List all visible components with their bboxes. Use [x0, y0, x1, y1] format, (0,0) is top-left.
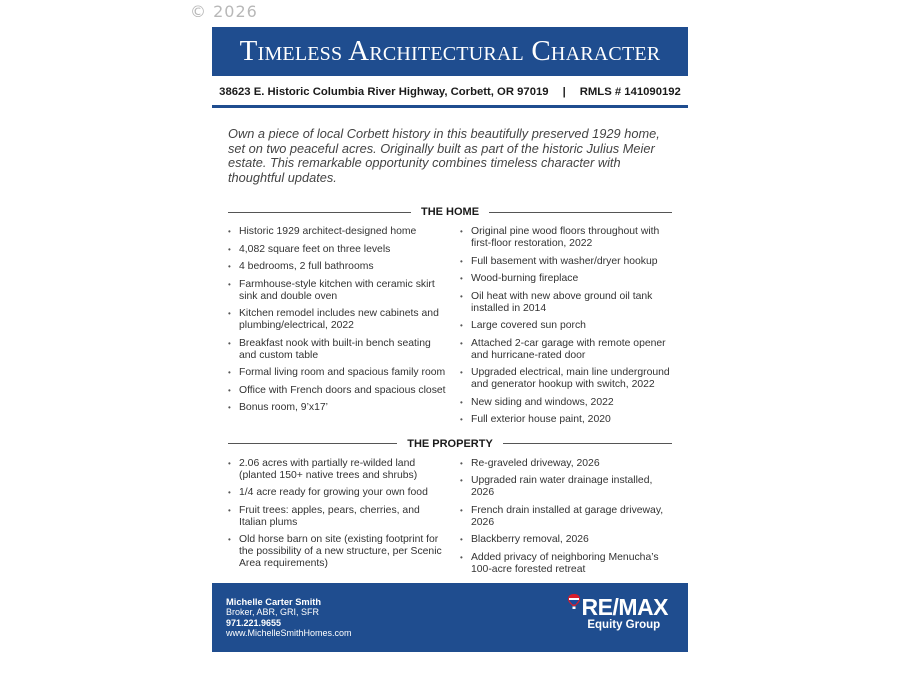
- remax-logo: [568, 596, 668, 632]
- rmls-number: RMLS # 141090192: [579, 86, 681, 98]
- divider: [228, 443, 397, 444]
- feature-item: • 1/4 acre ready for growing your own food: [228, 487, 450, 499]
- feature-item: • Re-graveled driveway, 2026: [460, 458, 672, 470]
- agent-info: [226, 597, 352, 638]
- feature-item: • Breakfast nook with built-in bench seating and custom table: [228, 338, 450, 362]
- feature-item: • French drain installed at garage driveway, 2026: [460, 505, 672, 529]
- feature-item: • Wood-burning fireplace: [460, 273, 672, 285]
- divider: [489, 212, 672, 213]
- address-rule: [212, 105, 688, 108]
- property-address: 38623 E. Historic Columbia River Highway, Corbett, OR 97019: [219, 86, 549, 98]
- remax-brand: [568, 596, 668, 618]
- agent-phone: 971.221.9655: [226, 617, 282, 628]
- home-features-left: [228, 226, 450, 432]
- hot-air-balloon-icon: [568, 594, 580, 610]
- feature-item: • Full exterior house paint, 2020: [460, 414, 672, 426]
- remax-wordmark: RE/MAX: [581, 594, 668, 620]
- feature-item: • Historic 1929 architect-designed home: [228, 226, 450, 238]
- property-features-left: [228, 458, 450, 582]
- copyright-notice: © 2026: [190, 2, 258, 21]
- feature-item: • Oil heat with new above ground oil tank installed in 2014: [460, 291, 672, 315]
- divider: [228, 212, 411, 213]
- feature-item: • Old horse barn on site (existing footprint for the possibility of a new structure, per Scenic Area requirements): [228, 534, 450, 570]
- home-features-right: [450, 226, 672, 432]
- feature-item: • Upgraded rain water drainage installed, 2026: [460, 475, 672, 499]
- feature-item: • Kitchen remodel includes new cabinets and plumbing/electrical, 2022: [228, 308, 450, 332]
- property-section-heading: [228, 438, 672, 450]
- property-features: [228, 458, 672, 582]
- feature-item: • Fruit trees: apples, pears, cherries, and Italian plums: [228, 505, 450, 529]
- feature-item: • Bonus room, 9’x17’: [228, 402, 450, 414]
- feature-item: • 4,082 square feet on three levels: [228, 244, 450, 256]
- flyer-sheet: [212, 27, 688, 581]
- agent-footer: [212, 583, 688, 652]
- remax-office: Equity Group: [587, 619, 661, 631]
- property-features-right: [450, 458, 672, 582]
- feature-item: • Full basement with washer/dryer hookup: [460, 256, 672, 268]
- divider: [503, 443, 672, 444]
- feature-item: • New siding and windows, 2022: [460, 397, 672, 409]
- feature-item: • 4 bedrooms, 2 full bathrooms: [228, 261, 450, 273]
- feature-item: • Attached 2-car garage with remote opener and hurricane-rated door: [460, 338, 672, 362]
- intro-paragraph: Own a piece of local Corbett history in this beautifully preserved 1929 home, set on two peaceful acres. Originally built as part of the historic Julius Meier estate. This remarkable opportunity combines timeless character with thoughtful updates.: [228, 126, 660, 185]
- home-features: [228, 226, 672, 432]
- feature-item: • Farmhouse-style kitchen with ceramic skirt sink and double oven: [228, 279, 450, 303]
- agent-credentials: Broker, ABR, GRI, SFR: [226, 607, 320, 618]
- feature-item: • Formal living room and spacious family room: [228, 367, 450, 379]
- feature-item: • Upgraded electrical, main line underground and generator hookup with switch, 2022: [460, 367, 672, 391]
- property-heading-label: THE PROPERTY: [407, 437, 493, 450]
- feature-item: • Blackberry removal, 2026: [460, 534, 672, 546]
- feature-item: • 2.06 acres with partially re-wilded land (planted 150+ native trees and shrubs): [228, 458, 450, 482]
- home-section-heading: [228, 206, 672, 218]
- flyer-title: Timeless Architectural Character: [212, 27, 688, 76]
- address-separator: |: [562, 86, 566, 98]
- home-heading-label: THE HOME: [420, 206, 480, 218]
- feature-item: • Large covered sun porch: [460, 320, 672, 332]
- agent-website: www.MichelleSmithHomes.com: [226, 627, 352, 638]
- address-row: [212, 83, 688, 101]
- feature-item: • Office with French doors and spacious closet: [228, 385, 450, 397]
- feature-item: • Original pine wood floors throughout with first-floor restoration, 2022: [460, 226, 672, 250]
- agent-name: Michelle Carter Smith: [226, 597, 322, 607]
- feature-item: • Added privacy of neighboring Menucha’s 100-acre forested retreat: [460, 552, 672, 576]
